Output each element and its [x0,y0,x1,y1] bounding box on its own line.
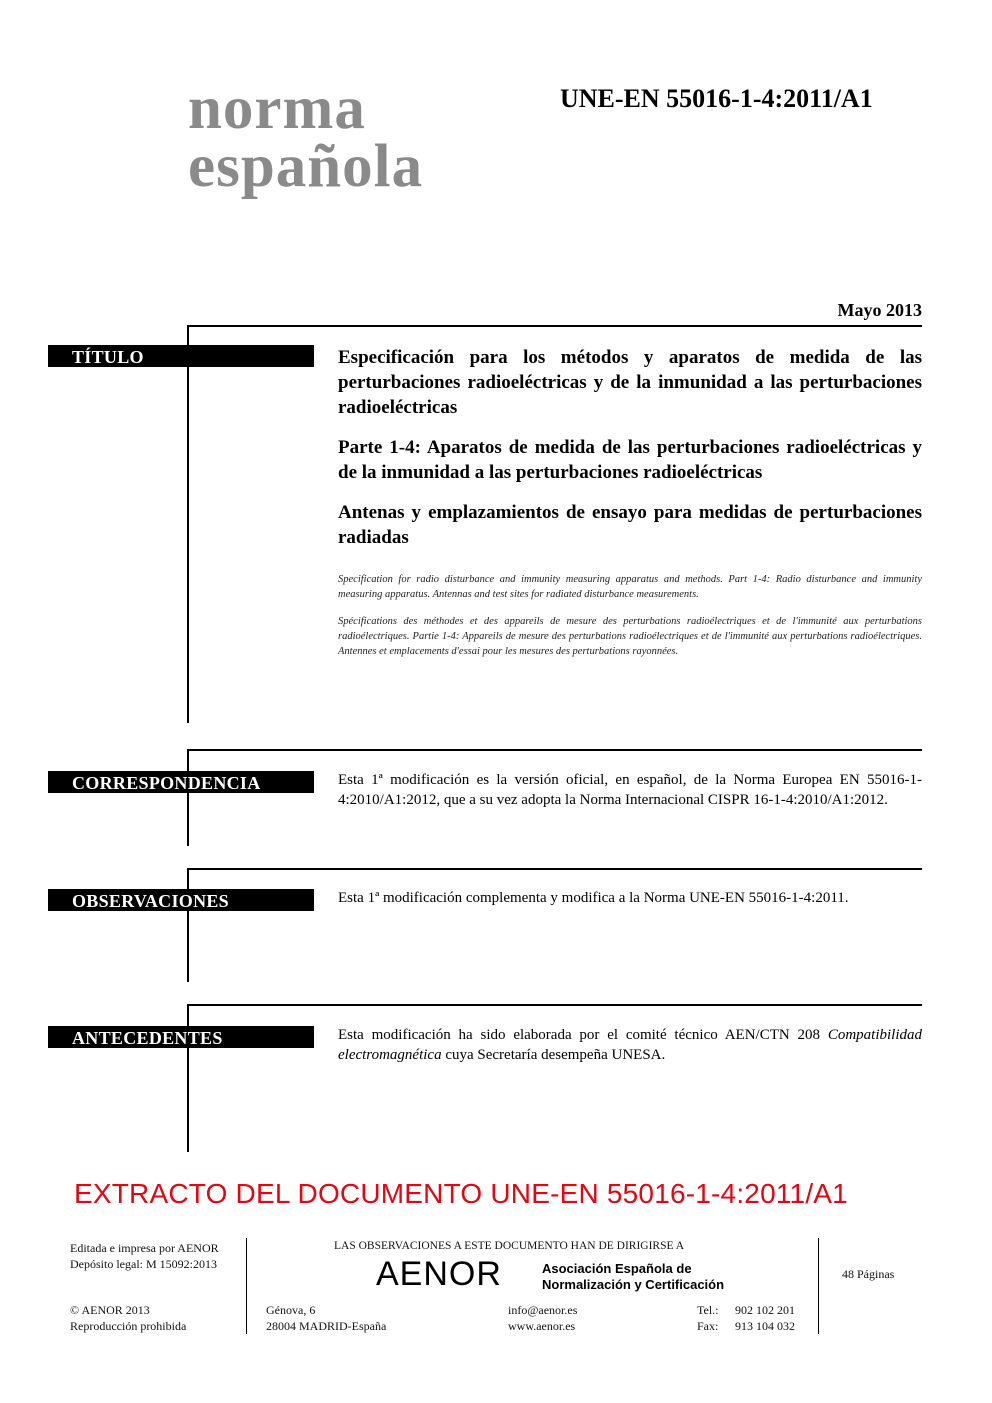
aenor-subtitle-line-2: Normalización y Certificación [542,1277,725,1292]
footer-web: www.aenor.es [508,1319,576,1333]
footer-copyright-block [70,1302,186,1334]
footer-phone-labels [697,1302,719,1334]
antecedentes-top-rule [188,1004,922,1006]
antecedentes-text-start: Esta modificación ha sido elaborada por el comité técnico AEN/CTN 208 [338,1027,828,1043]
footer-pages: 48 Páginas [842,1267,895,1281]
brand-line-1: norma [188,75,366,142]
titulo-spanish-1: Especificación para los métodos y aparatos de medida de las perturbaciones radioeléctricas y de la inmunidad a las perturbaciones radioeléctricas [338,347,922,418]
footer-divider-right [818,1238,819,1334]
antecedentes-text [338,1025,922,1065]
correspondencia-vertical-rule [187,749,189,846]
footer-address [266,1302,386,1334]
footer-address-line-2: 28004 MADRID-España [266,1319,387,1333]
aenor-subtitle [542,1261,724,1293]
footer-tel: 902 102 201 [735,1303,795,1317]
footer-reproduction: Reproducción prohibida [70,1319,187,1333]
footer-deposit: Depósito legal: M 15092:2013 [70,1257,217,1271]
observaciones-text: Esta 1ª modificación complementa y modifica a la Norma UNE-EN 55016-1-4:2011. [338,890,849,906]
titulo-french: Spécifications des méthodes et des appareils de mesure des perturbations radioélectriques et de l'immunité aux perturbations radioélectriques. Partie 1-4: Appareils de mesure des perturbations radioélectriques et de l'immunité aux perturbations radioélectriques. Antennes et emplacements d'essai pour les mesures des perturbations rayonnées. [338,616,922,657]
antecedentes-content [338,1025,922,1065]
footer-fax-label: Fax: [697,1319,719,1333]
footer-tel-label: Tel.: [697,1303,719,1317]
footer-contact [508,1302,577,1334]
titulo-english: Specification for radio disturbance and immunity measuring apparatus and methods. Part 1-4: Radio disturbance and immunity measuring apparatus. Antennas and test sites for radiated disturbance measurements. [338,574,922,600]
titulo-label: TÍTULO [48,345,314,367]
footer-divider-left [246,1238,247,1334]
footer-email: info@aenor.es [508,1303,578,1317]
aenor-subtitle-line-1: Asociación Española de [542,1261,692,1276]
correspondencia-text: Esta 1ª modificación es la versión oficial, en español, de la Norma Europea EN 55016-1-4:2010/A1:2012, que a su vez adopta la Norma Internacional CISPR 16-1-4:2010/A1:2012. [338,772,922,808]
standard-code: UNE-EN 55016-1-4:2011/A1 [560,84,873,113]
observaciones-top-rule [188,868,922,870]
titulo-content [338,345,922,671]
antecedentes-label: ANTECEDENTES [48,1026,314,1048]
footer-phone-numbers [735,1302,795,1334]
titulo-spanish-3: Antenas y emplazamientos de ensayo para medidas de perturbaciones radiadas [338,502,922,548]
extract-banner: EXTRACTO DEL DOCUMENTO UNE-EN 55016-1-4:2011/A1 [74,1178,848,1209]
footer-edited: Editada e impresa por AENOR [70,1241,219,1255]
correspondencia-top-rule [188,749,922,751]
brand-title [188,75,424,200]
brand-line-2: española [188,133,424,200]
footer-address-line-1: Génova, 6 [266,1303,316,1317]
footer-observations-header: LAS OBSERVACIONES A ESTE DOCUMENTO HAN DE DIRIGIRSE A [334,1240,685,1252]
aenor-logo: AENOR [376,1255,502,1293]
antecedentes-text-end: cuya Secretaría desempeña UNESA. [441,1047,666,1063]
observaciones-vertical-rule [187,868,189,982]
observaciones-content [338,888,922,908]
titulo-spanish-2: Parte 1-4: Aparatos de medida de las perturbaciones radioeléctricas y de la inmunidad a las perturbaciones radioeléctricas [338,437,922,483]
footer-copyright: © AENOR 2013 [70,1303,150,1317]
observaciones-label: OBSERVACIONES [48,889,314,911]
correspondencia-label: CORRESPONDENCIA [48,771,314,793]
antecedentes-committee-name: Compatibilidad electromagnética [338,1027,922,1063]
footer-fax: 913 104 032 [735,1319,795,1333]
correspondencia-content [338,770,922,810]
publication-date: Mayo 2013 [837,300,922,320]
titulo-vertical-rule [187,325,189,723]
footer-publisher [70,1240,219,1272]
titulo-top-rule [188,325,922,327]
